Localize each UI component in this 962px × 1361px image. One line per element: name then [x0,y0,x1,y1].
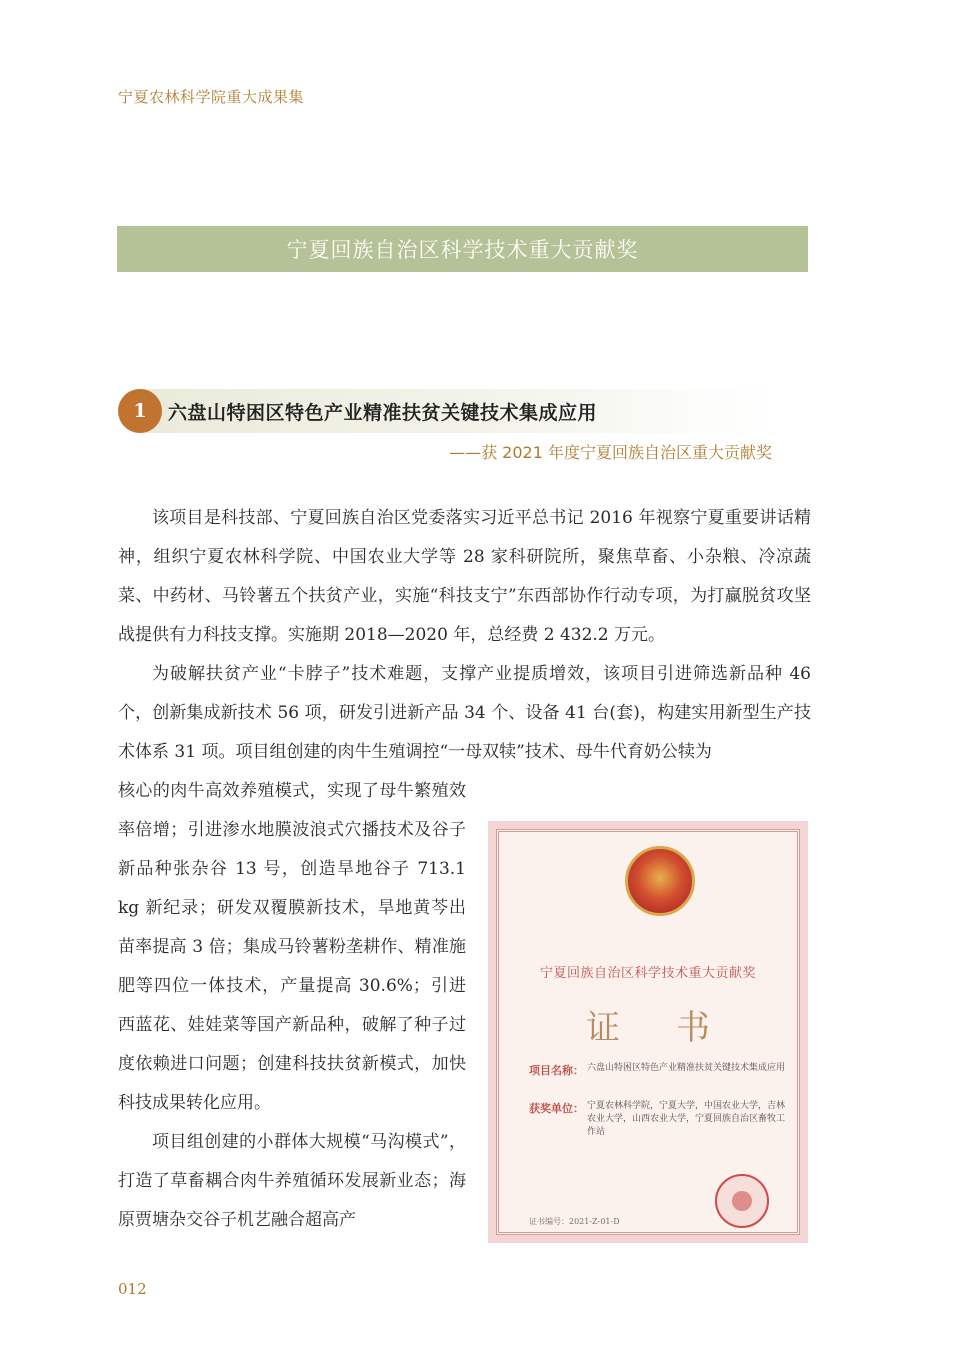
body-text-narrow-column [118,772,466,1240]
certificate-unit-value: 宁夏农林科学院，宁夏大学，中国农业大学，吉林农业大学，山西农业大学，宁夏回族自治区畜牧工作站 [587,1101,786,1137]
page-number: 012 [118,1280,147,1298]
certificate-project-value: 六盘山特困区特色产业精准扶贫关键技术集成应用 [587,1063,786,1073]
certificate-heading: 证书 [586,1008,766,1048]
official-seal-icon [715,1174,769,1228]
certificate-border [496,829,800,1235]
certificate-image [488,821,808,1243]
paragraph-3: 项目组创建的小群体大规模“马沟模式”，打造了草畜耦合肉牛养殖循环发展新业态；海原贾塘杂交谷子机艺融合超高产 [118,1132,466,1230]
body-text-full-width [118,499,811,772]
paragraph-2-continued: 核心的肉牛高效养殖模式，实现了母牛繁殖效率倍增；引进渗水地膜波浪式穴播技术及谷子新品种张杂谷 13 号，创造旱地谷子 713.1 kg 新纪录；研发双覆膜新技术，旱地黄芩出苗率提高 3 倍；集成马铃薯粉垄耕作、精准施肥等四位一体技术，产量提高 30.6%；引进西蓝花、娃娃菜等国产新品种，破解了种子过度依赖进口问题；创建科技扶贫新模式，加快科技成果转化应用。 [118,781,466,1113]
section-heading [118,389,778,433]
national-emblem-icon [625,846,695,916]
section-number: 1 [118,389,162,433]
paragraph-2: 为破解扶贫产业“卡脖子”技术难题，支撑产业提质增效，该项目引进筛选新品种 46 个，创新集成新技术 56 项，研发引进新产品 34 个、设备 41 台(套)，构建实用新型生产技术体系 31 项。项目组创建的肉牛生殖调控“一母双犊”技术、母牛代育奶公犊为 [118,664,811,762]
section-title: 六盘山特困区特色产业精准扶贫关键技术集成应用 [168,402,598,424]
running-head: 宁夏农林科学院重大成果集 [118,88,305,106]
certificate-unit-label: 获奖单位： [529,1102,584,1115]
certificate-project-row [529,1062,787,1078]
certificate-title: 宁夏回族自治区科学技术重大贡献奖 [539,966,756,981]
certificate-number: 证书编号：2021-Z-01-D [529,1217,620,1226]
award-banner: 宁夏回族自治区科学技术重大贡献奖 [117,226,808,272]
certificate-unit-row [529,1100,787,1139]
certificate-project-label: 项目名称： [529,1064,584,1077]
paragraph-1: 该项目是科技部、宁夏回族自治区党委落实习近平总书记 2016 年视察宁夏重要讲话精神，组织宁夏农林科学院、中国农业大学等 28 家科研院所，聚焦草畜、小杂粮、冷凉蔬菜、中药材、马铃薯五个扶贫产业，实施“科技支宁”东西部协作行动专项，为打赢脱贫攻坚战提供有力科技支撑。实施期 2018—2020 年，总经费 2 432.2 万元。 [118,508,811,645]
section-subtitle: ——获 2021 年度宁夏回族自治区重大贡献奖 [449,443,772,462]
